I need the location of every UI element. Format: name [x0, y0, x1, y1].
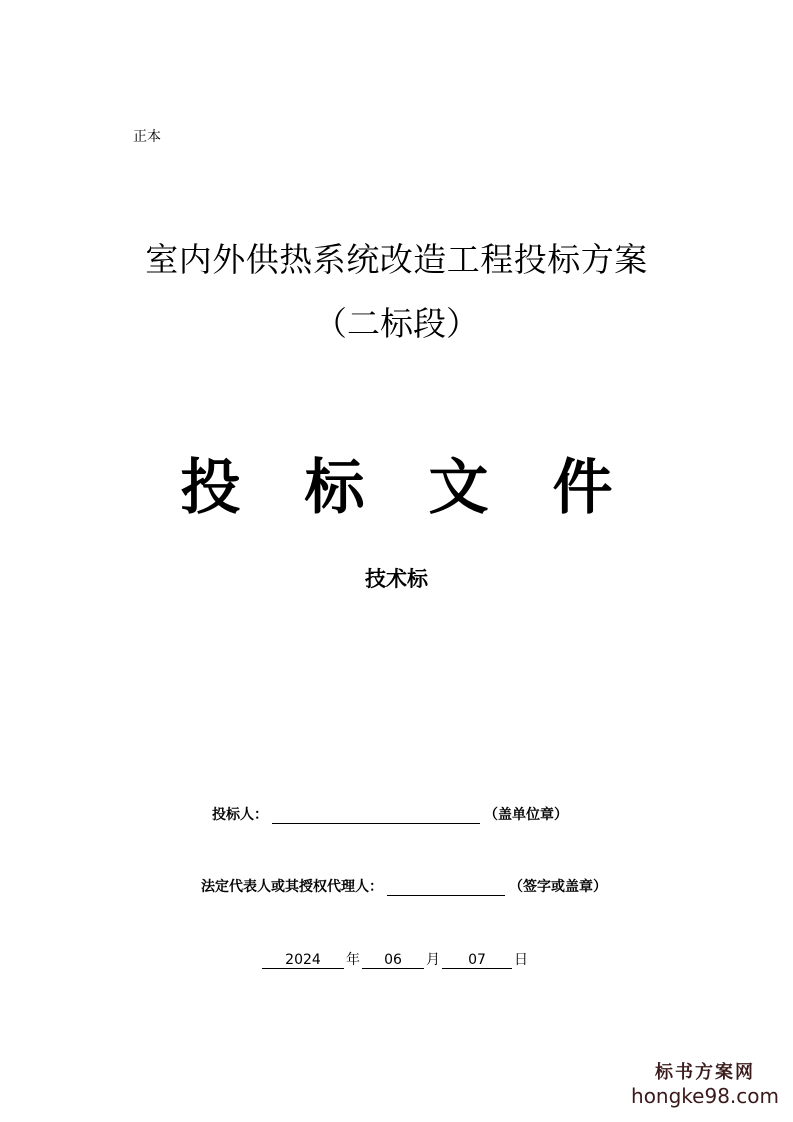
bidder-row	[212, 804, 568, 824]
doc-type-char: 件	[552, 453, 613, 523]
document-title: 室内外供热系统改造工程投标方案	[145, 240, 648, 279]
date-month: 06	[362, 952, 424, 969]
doc-type-char: 投	[180, 453, 241, 523]
representative-row	[201, 876, 607, 896]
copy-label: 正本	[133, 129, 161, 145]
bidder-label: 投标人：	[212, 807, 268, 823]
date-row	[262, 949, 530, 969]
watermark-text-cn: 标书方案网	[655, 1062, 755, 1083]
bidder-signature-line	[272, 807, 480, 824]
document-subtype: 技术标	[365, 567, 428, 591]
doc-type-char: 标	[304, 453, 365, 523]
watermark-text-en: hongke98.com	[631, 1084, 779, 1108]
representative-label: 法定代表人或其授权代理人：	[201, 879, 383, 895]
date-day: 07	[442, 952, 512, 969]
doc-type-char: 文	[428, 453, 489, 523]
document-type-heading	[0, 440, 793, 526]
representative-signature-line	[387, 879, 505, 896]
representative-suffix: （签字或盖章）	[509, 879, 607, 895]
date-month-unit: 月	[426, 952, 440, 968]
date-day-unit: 日	[514, 952, 528, 968]
watermark-logo	[631, 1058, 779, 1108]
document-subtitle: （二标段）	[314, 304, 479, 343]
date-year: 2024	[262, 952, 344, 969]
bidder-suffix: （盖单位章）	[484, 807, 568, 823]
date-year-unit: 年	[346, 952, 360, 968]
